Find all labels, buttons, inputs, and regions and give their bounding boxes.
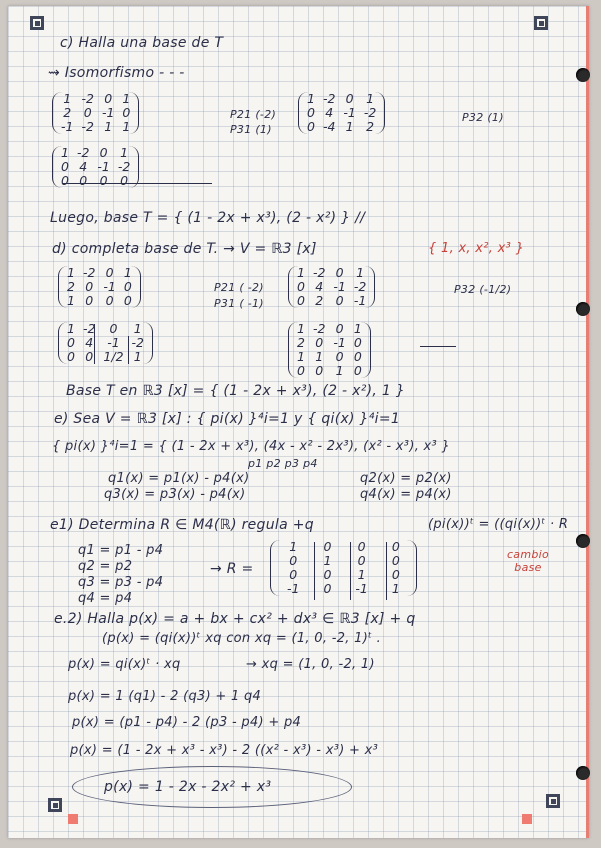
- q3-def: q3(x) = p3(x) - p4(x): [104, 487, 246, 502]
- cell: 1: [297, 349, 305, 364]
- binder-hole-icon: [576, 766, 590, 780]
- cell: 0: [357, 553, 366, 568]
- cell: 0: [315, 363, 324, 378]
- staircase-line: [94, 324, 95, 364]
- p-basis-labels: p1 p2 p3 p4: [248, 457, 318, 470]
- matrix-row: [293, 336, 366, 350]
- strike-line: [62, 183, 212, 184]
- xq-value: → xq = (1, 0, -2, 1): [246, 657, 375, 672]
- wavy-line: [420, 346, 456, 347]
- cell: 1: [104, 119, 113, 134]
- matrix-table: [57, 92, 134, 134]
- row-op: P31 ( -1): [214, 297, 264, 310]
- q-line: q1 = p1 - p4: [78, 543, 164, 558]
- cell: 1: [63, 91, 72, 106]
- matrix-row: [293, 322, 366, 336]
- cell: -1: [101, 105, 115, 120]
- cell: 0: [123, 293, 132, 308]
- matrix-row: [63, 266, 136, 280]
- px-coords-def: (p(x) = (qi(x))ᵗ xq con xq = (1, 0, -2, 1)ᵗ .: [102, 631, 382, 646]
- cell: 0: [289, 553, 298, 568]
- cell: 4: [79, 159, 88, 174]
- cell: 0: [289, 567, 298, 582]
- cell: 0: [79, 173, 88, 188]
- cell: 2: [63, 105, 72, 120]
- cell: -2: [131, 335, 145, 350]
- row-op: P32 (-1/2): [454, 283, 512, 296]
- cell: 1: [133, 321, 142, 336]
- column-divider: [314, 542, 315, 600]
- q2-def: q2(x) = p2(x): [360, 471, 452, 486]
- cell: 0: [61, 159, 69, 174]
- matrix-table: [303, 92, 380, 134]
- cell: 0: [323, 539, 332, 554]
- column-divider: [350, 542, 351, 600]
- matrix-row: [293, 350, 366, 364]
- matrix-row: [63, 350, 148, 364]
- matrix-m7: [288, 322, 371, 378]
- matrix-table: [63, 266, 136, 308]
- cell: 0: [391, 553, 400, 568]
- cell: 0: [307, 105, 315, 120]
- matrix-m4: [58, 266, 141, 308]
- matrix-row: [63, 336, 148, 350]
- cell: 0: [99, 173, 108, 188]
- staircase-line: [128, 336, 129, 364]
- cambio-base-note: cambio base: [506, 548, 550, 574]
- cell: 1: [67, 293, 75, 308]
- corner-mark-icon: [534, 16, 548, 30]
- q-line: q2 = p2: [78, 559, 133, 574]
- cell: 1: [123, 265, 132, 280]
- binder-hole-icon: [576, 68, 590, 82]
- cell: 2: [315, 293, 324, 308]
- r-label: → R =: [210, 561, 254, 577]
- cell: -1: [343, 105, 356, 120]
- cell: 0: [391, 539, 400, 554]
- cell: 0: [85, 293, 94, 308]
- matrix-table: [63, 322, 148, 364]
- matrix-m5: [288, 266, 375, 308]
- cell: 1: [366, 91, 375, 106]
- cell: -1: [61, 119, 74, 134]
- matrix-m1: [52, 92, 139, 134]
- notebook-page: [8, 6, 589, 838]
- cell: 4: [325, 105, 334, 120]
- matrix-row: [57, 160, 134, 174]
- cell: 0: [357, 539, 366, 554]
- cell: 1: [133, 349, 142, 364]
- cell: -4: [322, 119, 336, 134]
- cell: 0: [323, 581, 332, 596]
- cell: -2: [82, 265, 96, 280]
- isomorfismo-line: ⇝ Isomorfismo - - -: [48, 65, 185, 81]
- q-line: q4 = p4: [78, 591, 133, 606]
- cell: 0: [85, 279, 94, 294]
- cell: 1: [297, 321, 305, 336]
- cell: 0: [104, 91, 113, 106]
- cell: 0: [83, 105, 92, 120]
- cell: 1: [307, 91, 315, 106]
- cell: -2: [353, 279, 367, 294]
- cell: 2: [297, 335, 305, 350]
- cell: 0: [123, 279, 132, 294]
- heading-e1: e1) Determina R ∈ M4(ℝ) regula +q: [50, 517, 314, 533]
- cell: 0: [120, 173, 129, 188]
- matrix-row: [57, 106, 134, 120]
- cell: -2: [81, 119, 94, 134]
- cell: 2: [366, 119, 375, 134]
- q-line: q3 = p3 - p4: [78, 575, 164, 590]
- matrix-row: [63, 294, 136, 308]
- cell: 0: [345, 91, 354, 106]
- cell: 1: [122, 119, 131, 134]
- matrix-row: [57, 146, 134, 160]
- cell: 1: [67, 321, 75, 336]
- change-of-basis-eq: (pi(x))ᵗ = ((qi(x))ᵗ · R: [428, 517, 569, 532]
- row-op: P21 (-2): [230, 108, 277, 121]
- matrix-row: [275, 582, 412, 596]
- px-eq-3: p(x) = (p1 - p4) - 2 (p3 - p4) + p4: [72, 715, 302, 730]
- cell: -1: [107, 335, 120, 350]
- matrix-m3: [52, 146, 139, 188]
- cell: -1: [97, 159, 110, 174]
- cell: 0: [307, 119, 315, 134]
- cell: 0: [335, 349, 344, 364]
- row-op: P31 (1): [230, 123, 272, 136]
- cell: 0: [315, 335, 324, 350]
- cell: 0: [391, 567, 400, 582]
- matrix-row: [275, 554, 412, 568]
- cell: 0: [353, 363, 362, 378]
- cell: -1: [353, 293, 367, 308]
- row-op: P32 (1): [462, 111, 504, 124]
- cell: 0: [335, 321, 344, 336]
- cell: -1: [103, 279, 116, 294]
- matrix-row: [303, 106, 380, 120]
- cell: -2: [82, 321, 96, 336]
- cell: 0: [353, 335, 362, 350]
- cell: 0: [297, 363, 305, 378]
- cell: 0: [297, 279, 305, 294]
- cell: -2: [312, 265, 326, 280]
- matrix-m6: [58, 322, 153, 364]
- cell: 1: [289, 539, 298, 554]
- heading-d: d) completa base de T. → V = ℝ3 [x]: [52, 241, 317, 257]
- cell: 0: [353, 349, 362, 364]
- matrix-row: [293, 266, 370, 280]
- cell: 0: [109, 321, 118, 336]
- cell: -1: [333, 279, 346, 294]
- q4-def: q4(x) = p4(x): [360, 487, 452, 502]
- matrix-table: [293, 266, 370, 308]
- cell: 4: [85, 335, 94, 350]
- cell: 1: [120, 145, 129, 160]
- base-t-complete: Base T en ℝ3 [x] = { (1 - 2x + x³), (2 - x²), 1 }: [66, 383, 406, 399]
- cell: 0: [105, 265, 114, 280]
- matrix-row: [57, 174, 134, 188]
- heading-c: c) Halla una base de T: [60, 35, 224, 51]
- matrix-row: [303, 92, 380, 106]
- cell: 0: [85, 349, 94, 364]
- cell: 1: [122, 91, 131, 106]
- binder-hole-icon: [576, 534, 590, 548]
- matrix-row: [303, 120, 380, 134]
- matrix-table: [275, 540, 412, 596]
- cell: -2: [363, 105, 377, 120]
- cell: 1: [323, 553, 332, 568]
- matrix-r: [270, 540, 417, 596]
- cell: 0: [67, 349, 75, 364]
- cell: 0: [335, 293, 344, 308]
- matrix-row: [57, 92, 134, 106]
- matrix-row: [57, 120, 134, 134]
- matrix-row: [63, 280, 136, 294]
- q1-def: q1(x) = p1(x) - p4(x): [108, 471, 250, 486]
- cell: -2: [81, 91, 94, 106]
- cell: 1/2: [103, 349, 124, 364]
- red-square-mark: [68, 814, 78, 824]
- base-t-line: Luego, base T = { (1 - 2x + x³), (2 - x²) } //: [50, 210, 366, 226]
- cell: -1: [287, 581, 300, 596]
- matrix-row: [275, 568, 412, 582]
- corner-mark-icon: [30, 16, 44, 30]
- corner-mark-icon: [546, 794, 560, 808]
- matrix-table: [57, 146, 134, 188]
- canonical-base: { 1, x, x², x³ }: [428, 241, 525, 256]
- heading-e2: e.2) Halla p(x) = a + bx + cx² + dx³ ∈ ℝ3 [x] + q: [54, 611, 416, 627]
- column-divider: [386, 542, 387, 600]
- cell: 1: [357, 567, 366, 582]
- cell: 1: [315, 349, 324, 364]
- cell: 0: [297, 293, 305, 308]
- cell: -2: [76, 145, 90, 160]
- cell: 1: [356, 265, 365, 280]
- cell: 0: [323, 567, 332, 582]
- cell: 0: [122, 105, 131, 120]
- px-eq-1: p(x) = qi(x)ᵗ · xq: [68, 657, 181, 672]
- cell: -2: [322, 91, 336, 106]
- matrix-row: [275, 540, 412, 554]
- cell: -1: [333, 335, 346, 350]
- cell: -1: [355, 581, 368, 596]
- cell: 4: [315, 279, 324, 294]
- matrix-row: [293, 364, 366, 378]
- px-eq-2: p(x) = 1 (q1) - 2 (q3) + 1 q4: [68, 689, 262, 704]
- cell: 1: [67, 265, 75, 280]
- cell: 0: [99, 145, 108, 160]
- px-eq-4: p(x) = (1 - 2x + x³ - x³) - 2 ((x² - x³) - x³) + x³: [70, 743, 379, 758]
- cell: 1: [353, 321, 362, 336]
- final-result: p(x) = 1 - 2x - 2x² + x³: [104, 779, 272, 795]
- corner-mark-icon: [48, 798, 62, 812]
- red-square-mark: [522, 814, 532, 824]
- cell: 1: [297, 265, 305, 280]
- cell: 0: [61, 173, 69, 188]
- cell: 1: [61, 145, 69, 160]
- matrix-row: [63, 322, 148, 336]
- cell: 0: [67, 335, 75, 350]
- cell: -2: [312, 321, 326, 336]
- p-basis: { pi(x) }⁴i=1 = { (1 - 2x + x³), (4x - x² - 2x³), (x² - x³), x³ }: [52, 439, 451, 454]
- binder-hole-icon: [576, 302, 590, 316]
- cell: 1: [391, 581, 400, 596]
- cell: 0: [335, 265, 344, 280]
- matrix-row: [293, 294, 370, 308]
- matrix-row: [293, 280, 370, 294]
- matrix-m2: [298, 92, 385, 134]
- cell: 2: [67, 279, 75, 294]
- cell: 1: [335, 363, 344, 378]
- heading-e: e) Sea V = ℝ3 [x] : { pi(x) }⁴i=1 y { qi(x) }⁴i=1: [54, 411, 401, 427]
- matrix-table: [293, 322, 366, 378]
- cell: 0: [105, 293, 114, 308]
- cell: -2: [117, 159, 131, 174]
- row-op: P21 ( -2): [214, 281, 264, 294]
- cell: 1: [345, 119, 354, 134]
